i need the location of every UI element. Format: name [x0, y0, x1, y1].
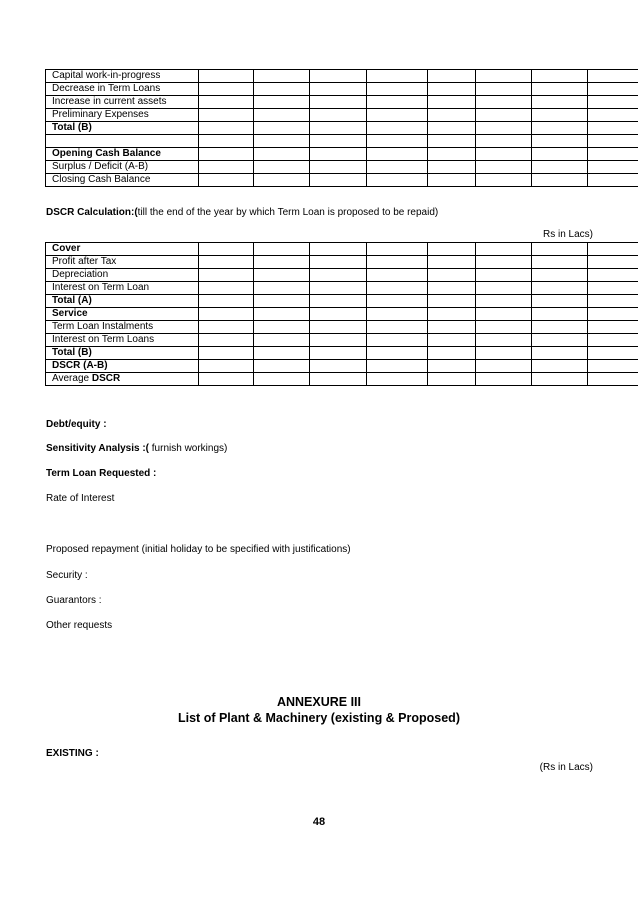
dscr-table-row-label: Total (A)	[46, 295, 199, 308]
cash-table-value-cell	[310, 161, 367, 174]
dscr-table-value-cell	[254, 373, 310, 386]
dscr-table	[45, 242, 638, 386]
cash-table-value-cell	[428, 161, 476, 174]
dscr-table-value-cell	[199, 334, 254, 347]
dscr-table-value-cell	[476, 256, 532, 269]
cash-table-value-cell	[367, 122, 428, 135]
cash-table-value-cell	[532, 148, 588, 161]
cash-table-value-cell	[310, 109, 367, 122]
annexure-title: ANNEXURE III	[276, 695, 362, 709]
cash-table-value-cell	[476, 109, 532, 122]
average-prefix: Average	[52, 373, 92, 384]
dscr-table-value-cell	[428, 321, 476, 334]
cash-table-value-cell	[588, 83, 638, 96]
cash-table-value-cell	[367, 96, 428, 109]
dscr-table-value-cell	[532, 308, 588, 321]
cash-table-value-cell	[254, 109, 310, 122]
dscr-table-value-cell	[367, 243, 428, 256]
dscr-table-value-cell	[310, 282, 367, 295]
sensitivity-analysis-label: Sensitivity Analysis :( furnish workings)	[46, 443, 228, 454]
dscr-table-value-cell	[254, 321, 310, 334]
dscr-table-value-cell	[428, 243, 476, 256]
cash-table-value-cell	[367, 109, 428, 122]
cash-table-value-cell	[254, 83, 310, 96]
cash-table-value-cell	[367, 161, 428, 174]
cash-table-row	[46, 148, 638, 161]
dscr-table-value-cell	[476, 347, 532, 360]
dscr-table-row	[46, 308, 638, 321]
guarantors-label: Guarantors :	[46, 595, 102, 606]
cash-table-row-label: Opening Cash Balance	[46, 148, 199, 161]
dscr-table-value-cell	[367, 282, 428, 295]
dscr-table-row-label: Service	[46, 308, 199, 321]
dscr-table-row-label: Term Loan Instalments	[46, 321, 199, 334]
cash-table-row	[46, 174, 638, 187]
cash-table-value-cell	[199, 174, 254, 187]
dscr-table-value-cell	[367, 334, 428, 347]
cash-table-value-cell	[199, 161, 254, 174]
dscr-table-value-cell	[310, 373, 367, 386]
existing-label: EXISTING :	[46, 748, 99, 759]
dscr-table-value-cell	[532, 360, 588, 373]
dscr-table-value-cell	[428, 295, 476, 308]
dscr-table-row-label: Profit after Tax	[46, 256, 199, 269]
dscr-table-value-cell	[588, 334, 638, 347]
dscr-table-row-label: Interest on Term Loan	[46, 282, 199, 295]
dscr-table-row-label: Depreciation	[46, 269, 199, 282]
dscr-table-value-cell	[367, 269, 428, 282]
cash-table-value-cell	[532, 135, 588, 148]
cash-table-row-label: Preliminary Expenses	[46, 109, 199, 122]
cash-table-row	[46, 161, 638, 174]
cash-table-value-cell	[310, 83, 367, 96]
dscr-table-row	[46, 347, 638, 360]
dscr-table-value-cell	[310, 347, 367, 360]
dscr-table-value-cell	[588, 360, 638, 373]
cash-table-row-label: Surplus / Deficit (A-B)	[46, 161, 199, 174]
dscr-unit: Rs in Lacs)	[542, 229, 593, 240]
dscr-table-value-cell	[588, 308, 638, 321]
dscr-table-row-label: DSCR (A-B)	[46, 360, 199, 373]
dscr-table-value-cell	[476, 373, 532, 386]
cash-table-value-cell	[588, 96, 638, 109]
dscr-table-row	[46, 256, 638, 269]
dscr-table-value-cell	[588, 282, 638, 295]
dscr-table-value-cell	[254, 295, 310, 308]
cash-table-value-cell	[588, 161, 638, 174]
cash-table-row-label: Increase in current assets	[46, 96, 199, 109]
cash-table-value-cell	[367, 148, 428, 161]
dscr-table-value-cell	[254, 334, 310, 347]
dscr-table-value-cell	[310, 308, 367, 321]
cash-table-row	[46, 135, 638, 148]
dscr-table-row-label	[46, 373, 199, 386]
dscr-table-value-cell	[588, 256, 638, 269]
dscr-table-value-cell	[428, 334, 476, 347]
security-label: Security :	[46, 570, 88, 581]
dscr-table-value-cell	[199, 295, 254, 308]
dscr-table-value-cell	[476, 243, 532, 256]
term-loan-requested-label: Term Loan Requested :	[46, 468, 157, 479]
cash-table-value-cell	[588, 109, 638, 122]
dscr-table-value-cell	[532, 256, 588, 269]
cash-table-value-cell	[199, 70, 254, 83]
dscr-table-value-cell	[310, 334, 367, 347]
dscr-table-value-cell	[310, 321, 367, 334]
dscr-table-row	[46, 334, 638, 347]
dscr-table-value-cell	[199, 360, 254, 373]
debt-equity-label: Debt/equity :	[46, 419, 107, 430]
dscr-table-value-cell	[199, 373, 254, 386]
cash-table-value-cell	[199, 96, 254, 109]
dscr-table-row	[46, 321, 638, 334]
cash-table-value-cell	[588, 174, 638, 187]
cash-table-value-cell	[199, 148, 254, 161]
dscr-table-row-label: Cover	[46, 243, 199, 256]
cash-table-row-label: Capital work-in-progress	[46, 70, 199, 83]
dscr-table-value-cell	[476, 282, 532, 295]
dscr-table-value-cell	[367, 321, 428, 334]
dscr-table-value-cell	[310, 243, 367, 256]
annexure-unit: (Rs in Lacs)	[539, 762, 593, 773]
dscr-table-value-cell	[367, 373, 428, 386]
dscr-table-value-cell	[199, 347, 254, 360]
cash-table-value-cell	[588, 70, 638, 83]
dscr-table-value-cell	[199, 282, 254, 295]
cash-table-value-cell	[310, 148, 367, 161]
dscr-table-row-label: Interest on Term Loans	[46, 334, 199, 347]
cash-table-value-cell	[367, 70, 428, 83]
cash-table-value-cell	[532, 109, 588, 122]
dscr-table-value-cell	[476, 308, 532, 321]
cash-table-value-cell	[476, 148, 532, 161]
dscr-table-value-cell	[428, 308, 476, 321]
cash-table-row-label	[46, 135, 199, 148]
cash-table-value-cell	[532, 83, 588, 96]
dscr-table-value-cell	[428, 347, 476, 360]
dscr-table-value-cell	[367, 295, 428, 308]
dscr-table-value-cell	[310, 295, 367, 308]
cash-table-value-cell	[367, 83, 428, 96]
dscr-table-value-cell	[199, 256, 254, 269]
dscr-table-value-cell	[254, 269, 310, 282]
cash-table-value-cell	[367, 135, 428, 148]
dscr-table-value-cell	[532, 347, 588, 360]
average-dscr: DSCR	[91, 373, 121, 384]
cash-table-value-cell	[428, 122, 476, 135]
cash-table-value-cell	[532, 96, 588, 109]
annexure-subtitle: List of Plant & Machinery (existing & Proposed)	[178, 711, 460, 725]
cash-table-value-cell	[310, 70, 367, 83]
cash-table-value-cell	[476, 83, 532, 96]
cash-table-value-cell	[199, 135, 254, 148]
cash-table-row	[46, 70, 638, 83]
dscr-table-value-cell	[310, 360, 367, 373]
dscr-table-value-cell	[428, 360, 476, 373]
cash-table-value-cell	[428, 70, 476, 83]
dscr-table-value-cell	[588, 269, 638, 282]
cash-table-row-label: Total (B)	[46, 122, 199, 135]
cash-table-value-cell	[428, 83, 476, 96]
cash-table-value-cell	[428, 96, 476, 109]
page-number: 48	[312, 816, 326, 828]
dscr-table-value-cell	[254, 347, 310, 360]
dscr-table-value-cell	[199, 321, 254, 334]
rate-of-interest-label: Rate of Interest	[46, 493, 115, 504]
cash-table-value-cell	[588, 122, 638, 135]
dscr-table-value-cell	[532, 321, 588, 334]
dscr-table-value-cell	[367, 256, 428, 269]
dscr-table-value-cell	[532, 269, 588, 282]
cash-table-row-label: Closing Cash Balance	[46, 174, 199, 187]
cash-table-value-cell	[428, 135, 476, 148]
dscr-table-value-cell	[310, 269, 367, 282]
cash-table-value-cell	[476, 174, 532, 187]
cash-table-value-cell	[367, 174, 428, 187]
dscr-table-value-cell	[254, 308, 310, 321]
cash-table-value-cell	[476, 96, 532, 109]
cash-table-value-cell	[310, 135, 367, 148]
dscr-table-value-cell	[588, 321, 638, 334]
cash-table-value-cell	[588, 148, 638, 161]
cash-table-value-cell	[254, 148, 310, 161]
cash-table-value-cell	[588, 135, 638, 148]
dscr-table-value-cell	[476, 295, 532, 308]
cash-table-row	[46, 96, 638, 109]
dscr-table-value-cell	[476, 321, 532, 334]
dscr-table-value-cell	[367, 360, 428, 373]
dscr-table-row	[46, 269, 638, 282]
dscr-table-row	[46, 373, 638, 386]
cash-table-value-cell	[532, 161, 588, 174]
dscr-table-value-cell	[199, 243, 254, 256]
dscr-table-value-cell	[254, 360, 310, 373]
cash-table-row-label: Decrease in Term Loans	[46, 83, 199, 96]
dscr-table-row-label: Total (B)	[46, 347, 199, 360]
dscr-table-row	[46, 295, 638, 308]
cash-table-row	[46, 83, 638, 96]
cash-table-value-cell	[254, 70, 310, 83]
cash-table-value-cell	[532, 70, 588, 83]
cash-table-value-cell	[428, 109, 476, 122]
dscr-table-value-cell	[532, 295, 588, 308]
dscr-table-row	[46, 282, 638, 295]
dscr-table-value-cell	[532, 334, 588, 347]
cash-table-value-cell	[476, 135, 532, 148]
cash-table-value-cell	[310, 122, 367, 135]
other-requests-label: Other requests	[46, 620, 113, 631]
dscr-table-value-cell	[428, 269, 476, 282]
cash-flow-table	[45, 69, 638, 187]
dscr-table-value-cell	[428, 256, 476, 269]
dscr-table-value-cell	[476, 360, 532, 373]
cash-table-value-cell	[476, 122, 532, 135]
cash-table-value-cell	[428, 148, 476, 161]
dscr-table-value-cell	[254, 243, 310, 256]
cash-table-value-cell	[532, 122, 588, 135]
dscr-heading: DSCR Calculation:(till the end of the year by which Term Loan is proposed to be repaid)	[46, 207, 439, 218]
dscr-table-value-cell	[310, 256, 367, 269]
cash-table-value-cell	[532, 174, 588, 187]
dscr-table-value-cell	[199, 308, 254, 321]
proposed-repayment-label: Proposed repayment (initial holiday to be specified with justifications)	[46, 544, 351, 555]
dscr-table-row	[46, 243, 638, 256]
dscr-table-row	[46, 360, 638, 373]
dscr-table-value-cell	[367, 347, 428, 360]
cash-table-value-cell	[254, 122, 310, 135]
dscr-table-value-cell	[428, 373, 476, 386]
cash-table-value-cell	[476, 161, 532, 174]
cash-table-value-cell	[199, 83, 254, 96]
cash-table-value-cell	[199, 109, 254, 122]
cash-table-row	[46, 109, 638, 122]
dscr-table-value-cell	[588, 295, 638, 308]
dscr-table-value-cell	[367, 308, 428, 321]
cash-table-row	[46, 122, 638, 135]
cash-table-value-cell	[428, 174, 476, 187]
cash-table-value-cell	[310, 96, 367, 109]
dscr-table-value-cell	[588, 373, 638, 386]
dscr-table-value-cell	[476, 334, 532, 347]
cash-table-value-cell	[254, 135, 310, 148]
dscr-table-value-cell	[588, 243, 638, 256]
dscr-table-value-cell	[532, 282, 588, 295]
dscr-table-value-cell	[588, 347, 638, 360]
cash-table-value-cell	[476, 70, 532, 83]
cash-table-value-cell	[254, 96, 310, 109]
dscr-table-value-cell	[254, 256, 310, 269]
dscr-table-value-cell	[254, 282, 310, 295]
cash-table-value-cell	[254, 174, 310, 187]
dscr-table-value-cell	[476, 269, 532, 282]
dscr-table-value-cell	[199, 269, 254, 282]
dscr-table-value-cell	[532, 243, 588, 256]
cash-table-value-cell	[254, 161, 310, 174]
dscr-table-value-cell	[428, 282, 476, 295]
dscr-table-value-cell	[532, 373, 588, 386]
cash-table-value-cell	[199, 122, 254, 135]
cash-table-value-cell	[310, 174, 367, 187]
